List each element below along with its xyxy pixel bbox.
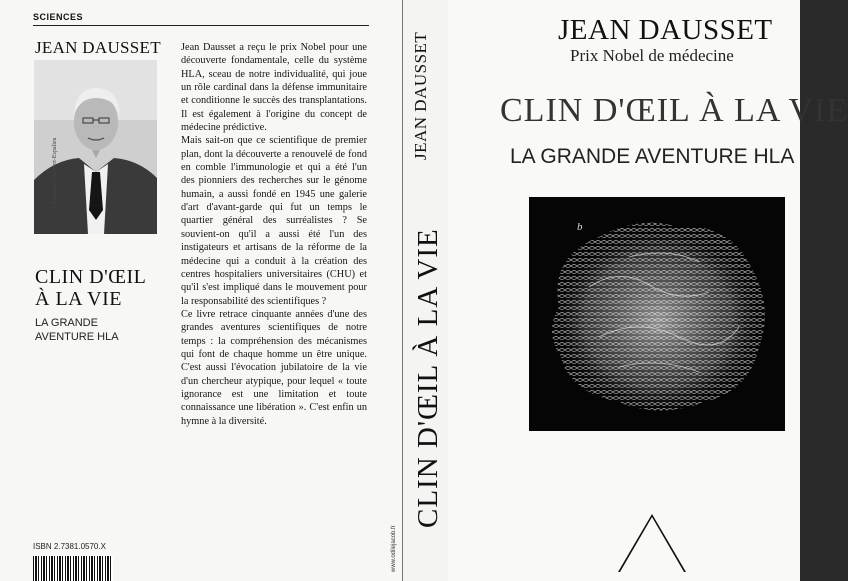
spine-url: www.odilejacob.fr bbox=[391, 525, 397, 572]
back-title bbox=[35, 266, 146, 310]
book-spine bbox=[391, 0, 449, 581]
blurb-paragraph: Mais sait-on que ce scientifique de premier plan, dont la découverte a renouvelé de fond en comble l'immunologie et qui a été l'un des pionniers des recherches sur le génome humain, a aussi fondé en 1945 une galerie d'art d'avant-garde qui fut un temps le quartier général des surréalistes ? Se souvient-on qu'il a aussi été l'un des instigateurs et artisans de la réforme de la médecine qui a conduit à la création des centres hospitaliers universitaires (CHU) et qu'il s'est impliqué dans le mouvement pour la responsabilité des scientifiques ? bbox=[181, 135, 367, 307]
back-subtitle-line1: LA GRANDE bbox=[35, 317, 98, 329]
back-cover bbox=[0, 0, 402, 581]
back-title-line1: CLIN D'ŒIL bbox=[35, 266, 147, 288]
front-prize: Prix Nobel de médecine bbox=[570, 46, 734, 65]
back-subtitle bbox=[35, 316, 119, 344]
front-cover bbox=[448, 0, 848, 581]
spine-author-name: JEAN DAUSSET bbox=[411, 31, 430, 160]
publisher-logo-inner bbox=[620, 517, 684, 572]
series-label: SCIENCES bbox=[33, 12, 84, 22]
back-subtitle-line2: AVENTURE HLA bbox=[35, 331, 119, 343]
front-author-name: JEAN DAUSSET bbox=[558, 14, 773, 46]
photo-credit: © Emmanuel Robert-Espalieu bbox=[52, 137, 58, 210]
spine-title: CLIN D'ŒIL À LA VIE bbox=[412, 228, 444, 528]
header-rule bbox=[33, 25, 369, 26]
blurb-paragraph: Ce livre retrace cinquante années d'une des grandes aventures scientifiques de notre temps : la compréhension des mécanismes qui font de chaque homme un être unique. C'est aussi l'évocation jubilatoire de la vie d'un chercheur atypique, pour lequel « toute ignorance est une limitation et toute connaissance une libération ». C'est enfin un hymne à la diversité. bbox=[181, 308, 367, 427]
molecular-mesh-image bbox=[529, 197, 785, 431]
back-title-line2: À LA VIE bbox=[35, 288, 122, 310]
figure-label: b bbox=[577, 221, 583, 233]
isbn: ISBN 2.7381.0570.X bbox=[33, 542, 106, 551]
front-subtitle: LA GRANDE AVENTURE HLA bbox=[510, 145, 795, 168]
author-portrait-photo bbox=[34, 60, 157, 234]
mesh-icon bbox=[529, 197, 785, 431]
barcode-icon bbox=[33, 556, 113, 581]
blurb-paragraph: Jean Dausset a reçu le prix Nobel pour une découverte fondamentale, celle du système HLA, sceau de notre individualité, qui joue un rôle cardinal dans la défense immunitaire et conditionne le succès des transplantations. Il est également à l'origine du concept de médecine prédictive. bbox=[181, 42, 367, 134]
back-author-name: JEAN DAUSSET bbox=[35, 38, 161, 57]
back-blurb bbox=[181, 41, 367, 428]
front-title: CLIN D'ŒIL À LA VIE bbox=[500, 92, 848, 129]
